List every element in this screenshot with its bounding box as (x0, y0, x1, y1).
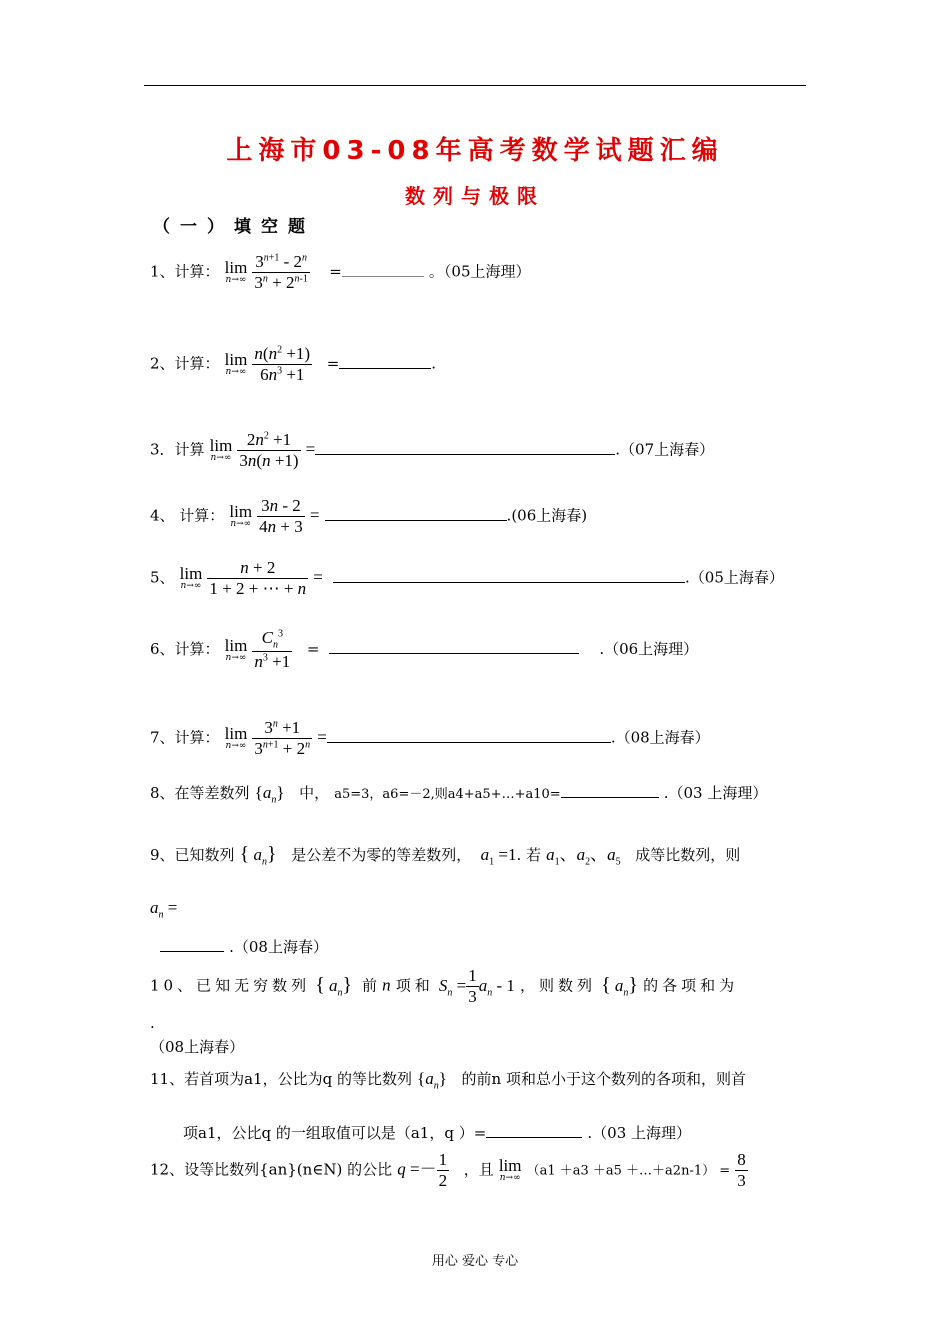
page-footer: 用心 爱心 专心 (431, 1254, 519, 1269)
problem-1: 1、计算： lim n→∞ $\frac{3^{n+1} - 2^n}{3^n + 2^{n-1}}$ = 。（05上海理） (150, 252, 531, 292)
formula-4: $\frac{3n - 2}{4n + 3}$ (259, 496, 303, 536)
problem-5: 5、 lim n→∞ $\frac{n + 2}{1 + 2 + \cdots + n}$ = .（05上海春） (150, 558, 784, 598)
top-rule (144, 85, 806, 86)
answer-blank[interactable] (486, 1123, 582, 1138)
answer-blank[interactable] (160, 937, 224, 952)
answer-blank[interactable] (329, 639, 579, 654)
answer-blank[interactable] (327, 728, 611, 743)
formula-5: $\frac{n + 2}{1 + 2 + \cdots + n}$ (209, 558, 307, 598)
problem-9: 9、已知数列 { $a_n$} 是公差不为零的等差数列， $a_1 =1$. 若 $a_1$、$a_2$、$a_5$ 成等比数列，则 (150, 843, 741, 868)
problem-12: 12、设等比数列{an}(n∈N) 的公比 q =－ $\frac{1}{2}$ ，且 lim n→∞ （a1 ＋a3 ＋a5 ＋…＋a2n-1） = $\frac{8}{3}$ (150, 1150, 746, 1190)
sequence-an: $\{a_n\}$ (254, 783, 285, 806)
answer-blank[interactable] (561, 783, 659, 798)
problem-9-an: $a_n$ = (150, 898, 178, 921)
problem-4: 4、 计算： lim n→∞ $\frac{3n - 2}{4n + 3}$ = .(06上海春) (150, 496, 588, 536)
formula-1: $\frac{3^{n+1} - 2^n}{3^n + 2^{n-1}}$ (254, 252, 308, 292)
page-subtitle: 数列与极限 (405, 184, 545, 208)
section-heading: （一）填空题 (153, 217, 315, 237)
problem-6: 6、计算： lim n→∞ $\frac{C_n^3}{n^3 +1}$ = .（06上海理） (150, 628, 699, 671)
problem-11: 11、若首项为a1，公比为q 的等比数列 $\{a_n\}$ 的前n 项和总小于这个数列的各项和，则首 (150, 1069, 746, 1092)
problem-3: 3．计算 lim n→∞ $\frac{2n^2 +1}{3n(n +1)}$ = .（07上海春） (150, 430, 715, 470)
page-title: 上海市03-08年高考数学试题汇编 (226, 136, 724, 166)
formula-3: $\frac{2n^2 +1}{3n(n +1)}$ (239, 430, 299, 470)
formula-2: $\frac{n(n^2 +1)}{6n^3 +1}$ (254, 344, 311, 384)
answer-blank[interactable] (315, 440, 615, 455)
answer-blank[interactable] (342, 262, 424, 277)
problem-10-source: （08上海春） (150, 1038, 245, 1056)
problem-10-dot: . (150, 1014, 155, 1032)
formula-6: $\frac{C_n^3}{n^3 +1}$ (254, 628, 291, 671)
lim-symbol: lim n→∞ (224, 258, 248, 286)
problem-7: 7、计算： lim n→∞ $\frac{3^n +1}{3^{n+1} + 2^n}$ = .（08上海春） (150, 718, 710, 758)
answer-blank[interactable] (325, 506, 507, 521)
answer-blank[interactable] (339, 354, 431, 369)
formula-7: $\frac{3^n +1}{3^{n+1} + 2^n}$ (254, 718, 311, 758)
problem-9-answer: .（08上海春） (160, 936, 328, 957)
answer-blank[interactable] (333, 568, 685, 583)
problem-11-line2: 项a1，公比q 的一组取值可以是（a1，q ）= .（03 上海理） (183, 1124, 692, 1142)
problem-2: 2、计算： lim n→∞ $\frac{n(n^2 +1)}{6n^3 +1}$ = . (150, 344, 437, 384)
problem-8: 8、在等差数列 $\{a_n\}$ 中， a5=3，a6=－2,则a4+a5+…+a10= .（03 上海理） (150, 783, 768, 806)
problem-10: 10、已知无穷数列 { $a_n$} 前 n 项和 $S_n$ = $\frac{1}{3}$ $a_n - 1$ ，则数列 { $a_n$} 的各项和为 (150, 966, 739, 1006)
